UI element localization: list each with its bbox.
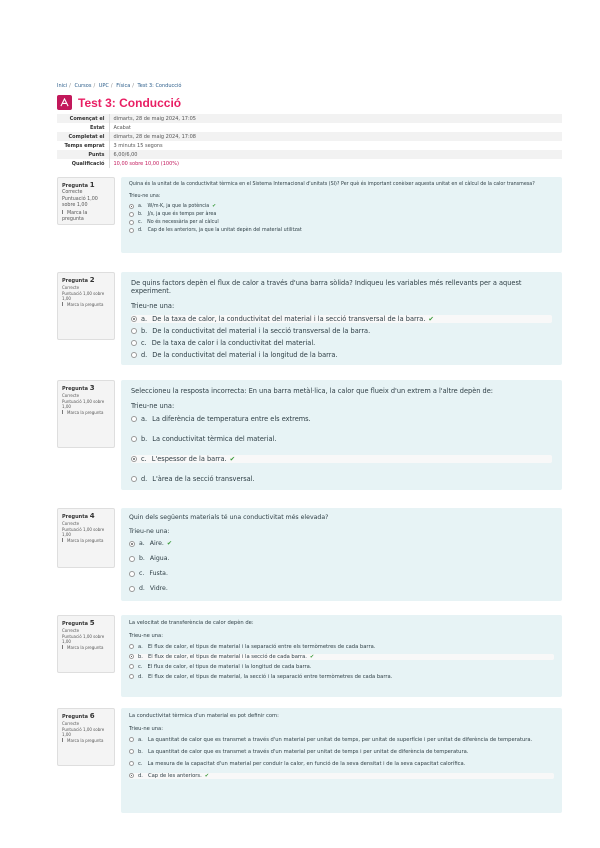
summary-row bbox=[57, 141, 562, 150]
radio-button[interactable] bbox=[129, 749, 134, 754]
answer-option[interactable]: c. L'espessor de la barra. ✔ bbox=[131, 455, 552, 463]
question-content bbox=[121, 380, 562, 490]
question-text: Seleccioneu la resposta incorrecta: En una barra metàl·lica, la calor que flueix d'un extrem a l'altre depèn de: bbox=[131, 387, 494, 395]
question-info bbox=[57, 708, 115, 766]
answer-option[interactable]: d. El flux de calor, el tipus de material, la secció i la separació entre termòmetres de cada barra. bbox=[129, 674, 554, 680]
summary-value: 3 minuts 15 segons bbox=[113, 142, 163, 149]
flag-question-link[interactable]: Marca la pregunta bbox=[62, 210, 88, 223]
radio-button[interactable] bbox=[129, 228, 134, 233]
answer-option[interactable]: c. El flux de calor, el tipus de material i la longitud de cada barra. bbox=[129, 664, 554, 670]
question-text: La velocitat de transferència de calor depèn de: bbox=[129, 620, 254, 626]
summary-row bbox=[57, 132, 562, 141]
flag-icon bbox=[62, 738, 66, 742]
radio-button[interactable] bbox=[129, 644, 134, 649]
answer-option[interactable]: a. La quantitat de calor que es transmet a través d'un material per unitat de temps, per unitat de superfície i per unitat de diferència de temperatura. bbox=[129, 737, 554, 743]
answer-option[interactable]: a. El flux de calor, el tipus de material i la separació entre els termòmetres de cada barra. bbox=[129, 644, 554, 650]
flag-question-link[interactable]: Marca la pregunta bbox=[62, 645, 110, 650]
summary-value: 6,00/6,00 bbox=[113, 151, 138, 158]
answer-option[interactable]: b. Aigua. bbox=[129, 555, 554, 562]
question-info bbox=[57, 272, 115, 340]
question-score: Puntuació 1,00 sobre 1,00 bbox=[62, 290, 105, 302]
flag-question-link[interactable]: Marca la pregunta bbox=[62, 538, 110, 543]
answer-option[interactable]: d. Cap de les anteriors, ja que la unitat depèn del material utilitzat bbox=[129, 228, 554, 233]
radio-button[interactable] bbox=[129, 586, 135, 592]
answer-option[interactable]: a. La diferència de temperatura entre els extrems. bbox=[131, 415, 552, 423]
answer-option[interactable]: c. Fusta. bbox=[129, 570, 554, 577]
answer-option[interactable]: d. Vidre. bbox=[129, 585, 554, 592]
summary-row bbox=[57, 114, 562, 123]
question-info bbox=[57, 508, 115, 568]
question-text: Quina és la unitat de la conductivitat tèrmica en el Sistema Internacional d'unitats (SI)? Per què és important conèixer aquesta unitat en el càlcul de la calor transmesa? bbox=[129, 182, 535, 187]
flag-icon bbox=[62, 410, 66, 414]
question-content bbox=[121, 615, 562, 697]
question-score: Puntuació 1,00 sobre 1,00 bbox=[62, 398, 105, 410]
question-state: Correcte bbox=[62, 285, 80, 291]
breadcrumb-separator: / bbox=[110, 83, 113, 89]
summary-label: Estat bbox=[57, 123, 109, 132]
summary-row bbox=[57, 150, 562, 159]
question-info bbox=[57, 380, 115, 448]
flag-question-link[interactable]: Marca la pregunta bbox=[62, 738, 110, 743]
answer-option[interactable]: a. De la taxa de calor, la conductivitat del material i la secció transversal de la barra. ✔ bbox=[131, 315, 552, 323]
question-score: Puntuació 1,00 sobre 1,00 bbox=[62, 633, 105, 645]
summary-label: Temps emprat bbox=[57, 141, 109, 150]
page-title: Test 3: Conducció bbox=[78, 95, 182, 110]
answer-prompt: Trieu-ne una: bbox=[129, 726, 163, 732]
question-score: Puntuació 1,00 sobre 1,00 bbox=[62, 526, 105, 538]
question-text: La conductivitat tèrmica d'un material es pot definir com: bbox=[129, 713, 279, 719]
answer-option[interactable]: b. J/s, ja que és temps per àrea bbox=[129, 212, 554, 217]
check-icon: ✔ bbox=[229, 455, 236, 463]
radio-button[interactable] bbox=[131, 436, 137, 442]
question-number: Pregunta 2 bbox=[62, 276, 95, 284]
answer-option[interactable]: c. De la taxa de calor i la conductivitat del material. bbox=[131, 339, 552, 347]
question-content bbox=[121, 508, 562, 601]
breadcrumb-item[interactable]: Física bbox=[116, 83, 131, 89]
answer-prompt: Trieu-ne una: bbox=[131, 302, 175, 310]
question-score: Puntuació 1,00 sobre 1,00 bbox=[62, 726, 105, 738]
question-state: Correcte bbox=[62, 721, 80, 727]
radio-button[interactable] bbox=[129, 571, 135, 577]
question-content bbox=[121, 708, 562, 813]
question-info bbox=[57, 177, 115, 225]
breadcrumb-separator: / bbox=[93, 83, 96, 89]
check-icon: ✔ bbox=[204, 773, 210, 779]
flag-question-link[interactable]: Marca la pregunta bbox=[62, 302, 110, 307]
check-icon: ✔ bbox=[166, 540, 173, 547]
radio-button[interactable] bbox=[131, 416, 137, 422]
summary-label: Qualificació bbox=[57, 159, 109, 168]
answer-option[interactable]: c. No és necessària per al càlcul bbox=[129, 220, 554, 225]
question-number: Pregunta 6 bbox=[62, 712, 95, 720]
check-icon: ✔ bbox=[428, 315, 434, 323]
radio-button[interactable] bbox=[129, 204, 134, 209]
radio-button[interactable] bbox=[129, 654, 134, 659]
radio-button[interactable] bbox=[131, 476, 137, 482]
question-score: Puntuació 1,00 sobre 1,00 bbox=[62, 196, 98, 209]
page-header bbox=[57, 95, 181, 110]
answer-option[interactable]: a. W/m·K, ja que la potència ✔ bbox=[129, 204, 554, 209]
summary-row bbox=[57, 123, 562, 132]
breadcrumb-item[interactable]: Inici bbox=[57, 83, 68, 89]
summary-value: dimarts, 28 de maig 2024, 17:08 bbox=[113, 133, 196, 140]
check-icon: ✔ bbox=[309, 654, 315, 660]
question-state: Correcte bbox=[62, 628, 80, 634]
answer-option[interactable]: d. De la conductivitat del material i la longitud de la barra. bbox=[131, 351, 552, 359]
question-text: De quins factors depèn el flux de calor a través d'una barra sòlida? Indiqueu les variables més rellevants per a aquest experiment. bbox=[131, 279, 522, 295]
answer-option[interactable]: a. Aire. ✔ bbox=[129, 540, 554, 547]
breadcrumb-item: Test 3: Conducció bbox=[137, 83, 182, 89]
question-state: Correcte bbox=[62, 521, 80, 527]
question-info bbox=[57, 615, 115, 673]
question-content bbox=[121, 272, 562, 365]
radio-button[interactable] bbox=[129, 737, 134, 742]
breadcrumb-separator: / bbox=[132, 83, 134, 89]
radio-button[interactable] bbox=[131, 316, 137, 322]
check-icon: ✔ bbox=[212, 204, 217, 209]
answer-option[interactable]: d. Cap de les anteriors. ✔ bbox=[129, 773, 554, 779]
answer-option[interactable]: c. La mesura de la capacitat d'un material per conduir la calor, en funció de la seva densitat i de la seva capacitat calorífica. bbox=[129, 761, 554, 767]
breadcrumb-separator: / bbox=[69, 83, 71, 89]
question-state: Correcte bbox=[62, 393, 80, 399]
quiz-icon bbox=[57, 95, 72, 110]
radio-button[interactable] bbox=[129, 212, 134, 217]
radio-button[interactable] bbox=[129, 541, 135, 547]
breadcrumb bbox=[57, 83, 183, 89]
flag-icon bbox=[62, 645, 66, 649]
radio-button[interactable] bbox=[129, 556, 135, 562]
question-number: Pregunta 1 bbox=[62, 181, 95, 189]
attempt-summary-table bbox=[57, 114, 562, 168]
answer-option[interactable]: b. El flux de calor, el tipus de material i la secció de cada barra. ✔ bbox=[129, 654, 554, 660]
flag-icon bbox=[62, 210, 66, 214]
summary-value: dimarts, 28 de maig 2024, 17:05 bbox=[113, 115, 196, 122]
question-state: Correcte bbox=[62, 190, 83, 196]
radio-button[interactable] bbox=[129, 674, 134, 679]
answer-prompt: Trieu-ne una: bbox=[129, 194, 161, 199]
answer-option[interactable]: d. L'àrea de la secció transversal. bbox=[131, 475, 552, 483]
summary-label: Completat el bbox=[57, 132, 109, 141]
answer-prompt: Trieu-ne una: bbox=[129, 528, 170, 535]
breadcrumb-item[interactable]: Cursos bbox=[74, 83, 92, 89]
radio-button[interactable] bbox=[131, 340, 137, 346]
question-number: Pregunta 4 bbox=[62, 512, 95, 520]
summary-label: Punts bbox=[57, 150, 109, 159]
summary-value: 10,00 sobre 10,00 (100%) bbox=[113, 160, 179, 167]
radio-button[interactable] bbox=[131, 456, 137, 462]
summary-row bbox=[57, 159, 562, 168]
answer-option[interactable]: b. La conductivitat tèrmica del material. bbox=[131, 435, 552, 443]
answer-prompt: Trieu-ne una: bbox=[129, 633, 163, 639]
question-text: Quin dels següents materials té una conductivitat més elevada? bbox=[129, 514, 329, 521]
radio-button[interactable] bbox=[129, 664, 134, 669]
radio-button[interactable] bbox=[131, 352, 137, 358]
answer-option[interactable]: b. De la conductivitat del material i la secció transversal de la barra. bbox=[131, 327, 552, 335]
breadcrumb-item[interactable]: UPC bbox=[98, 83, 109, 89]
radio-button[interactable] bbox=[129, 220, 134, 225]
summary-value: Acabat bbox=[113, 124, 131, 131]
question-number: Pregunta 3 bbox=[62, 384, 95, 392]
radio-button[interactable] bbox=[129, 773, 134, 778]
radio-button[interactable] bbox=[129, 761, 134, 766]
question-number: Pregunta 5 bbox=[62, 619, 95, 627]
flag-icon bbox=[62, 302, 66, 306]
answer-option[interactable]: b. La quantitat de calor que es transmet a través d'un material per unitat de temps i per unitat de diferència de temperatura. bbox=[129, 749, 554, 755]
summary-label: Començat el bbox=[57, 114, 109, 123]
radio-button[interactable] bbox=[131, 328, 137, 334]
question-content bbox=[121, 177, 562, 253]
flag-icon bbox=[62, 538, 66, 542]
answer-prompt: Trieu-ne una: bbox=[131, 402, 175, 410]
flag-question-link[interactable]: Marca la pregunta bbox=[62, 410, 110, 415]
